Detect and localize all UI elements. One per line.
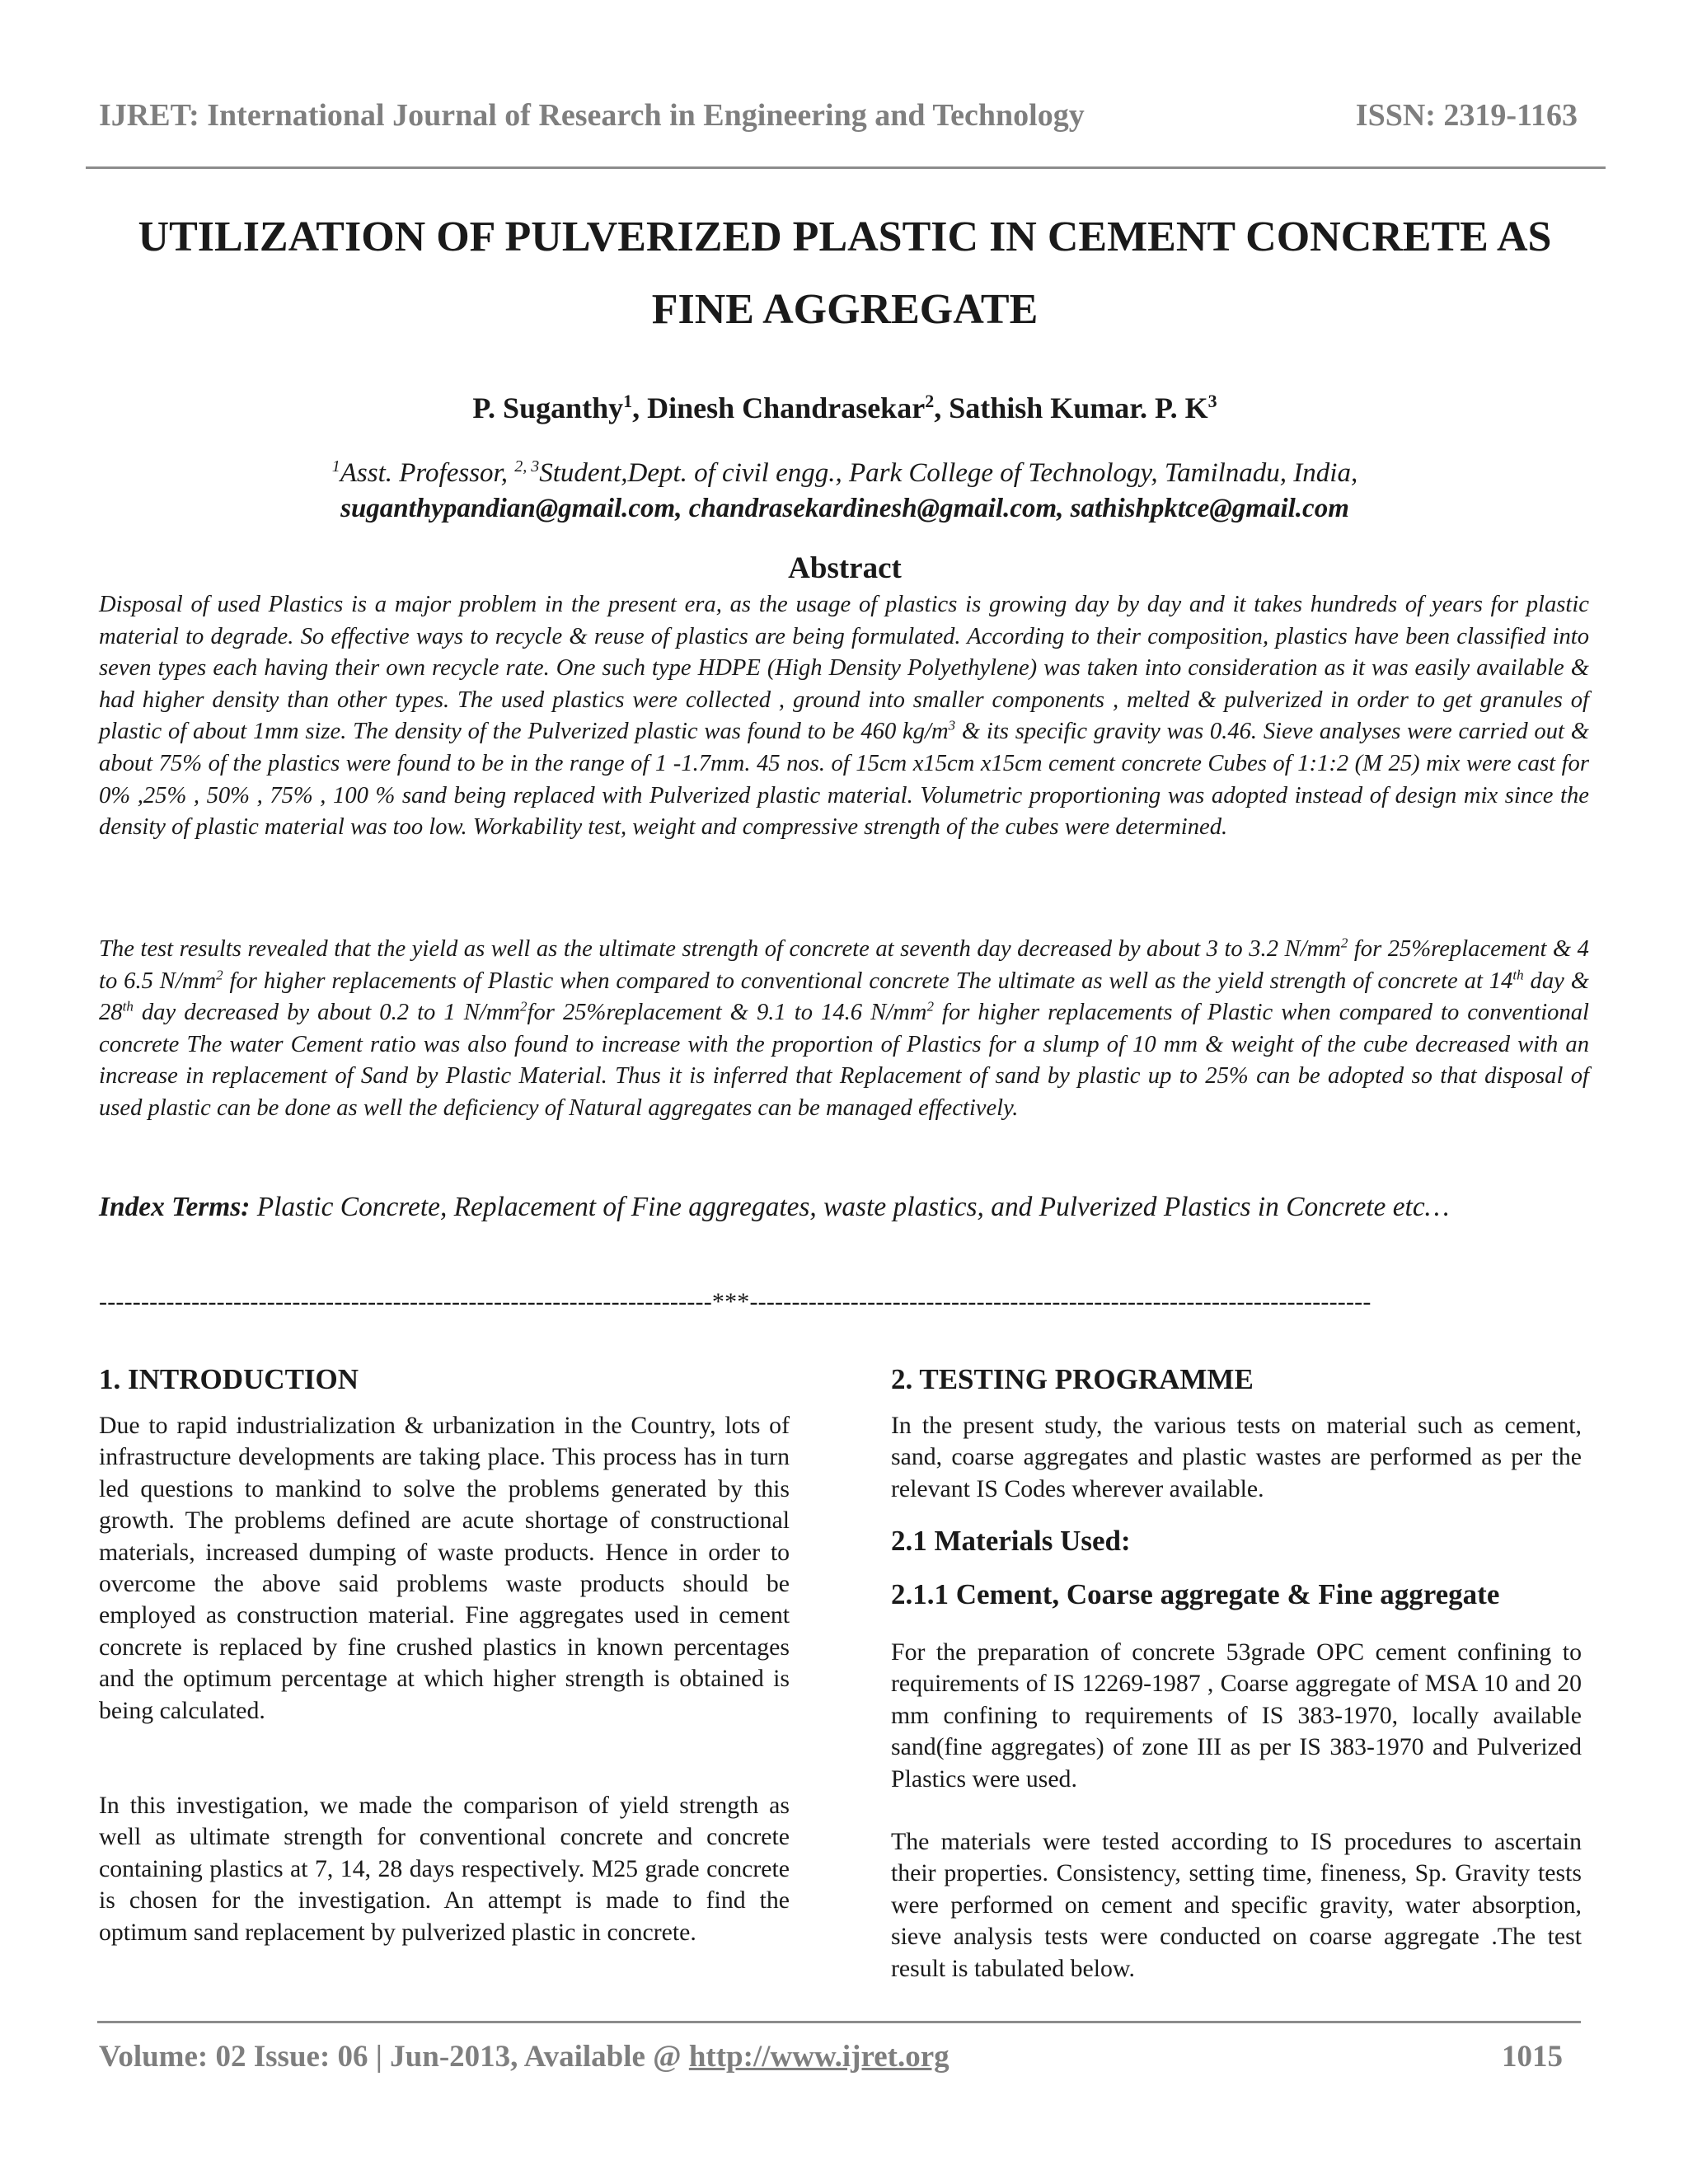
testing-paragraph-3: The materials were tested according to IS procedures to ascertain their properties. Consistency, setting time, fineness, Sp. Gravity tests were performed on cement and specific gravity, water absorption, sieve analysis tests were conducted on coarse aggregate .The test result is tabulated below. bbox=[891, 1828, 1582, 1982]
testing-paragraph-1: In the present study, the various tests on material such as cement, sand, coarse aggregates and plastic wastes are performed as per the relevant IS Codes wherever available. bbox=[891, 1412, 1582, 1502]
index-terms bbox=[99, 1183, 1589, 1231]
journal-url-link[interactable]: http://www.ijret.org bbox=[688, 2040, 950, 2074]
author-1-sup: 1 bbox=[623, 391, 633, 411]
abstract-heading: Abstract bbox=[788, 551, 902, 585]
affiliation bbox=[99, 449, 1591, 527]
author-emails: suganthypandian@gmail.com, chandrasekardinesh@gmail.com, sathishpktce@gmail.com bbox=[340, 494, 1349, 523]
testing-heading: 2. TESTING PROGRAMME bbox=[891, 1363, 1254, 1395]
footer-rule bbox=[97, 2021, 1581, 2023]
paper-title bbox=[99, 201, 1591, 346]
materials-heading: 2.1 Materials Used: bbox=[891, 1525, 1131, 1557]
affil-sup-2: 2, 3 bbox=[514, 457, 540, 476]
journal-name: IJRET: International Journal of Research in Engineering and Technology bbox=[99, 98, 1085, 133]
intro-heading: 1. INTRODUCTION bbox=[99, 1363, 359, 1395]
intro-paragraph-1: Due to rapid industrialization & urbanization in the Country, lots of infrastructure developments are taking place. This process has in turn led questions to mankind to solve the problems generated by this growth. The problems defined are acute shortage of constructional materials, increased dumping of waste products. Hence in order to overcome the above said problems waste products should be employed as construction material. Fine aggregates used in cement concrete is replaced by fine crushed plastics in known percentages and the optimum percentage at which higher strength is obtained is being calculated. bbox=[99, 1412, 790, 1724]
author-2-sup: 2 bbox=[925, 391, 935, 411]
index-terms-text: Plastic Concrete, Replacement of Fine aggregates, waste plastics, and Pulverized Plastics in Concrete etc… bbox=[250, 1192, 1450, 1222]
cement-aggregate-heading: 2.1.1 Cement, Coarse aggregate & Fine aggregate bbox=[891, 1578, 1500, 1610]
footer-volume: Volume: 02 Issue: 06 | Jun-2013, Available @ http://www.ijret.org bbox=[99, 2040, 950, 2074]
affil-sup-1: 1 bbox=[331, 457, 340, 476]
testing-paragraph-2: For the preparation of concrete 53grade OPC cement confining to requirements of IS 12269-1987 , Coarse aggregate of MSA 10 and 20 mm confining to requirements of IS 383-1970, locally available sand(fine aggregates) of zone III as per IS 383-1970 and Pulverized Plastics were used. bbox=[891, 1638, 1582, 1793]
author-3-sup: 3 bbox=[1207, 391, 1217, 411]
author-1: P. Suganthy bbox=[472, 391, 624, 424]
header-rule bbox=[86, 166, 1606, 169]
affil-text-1: Asst. Professor, bbox=[340, 458, 515, 488]
intro-paragraph-2: In this investigation, we made the comparison of yield strength as well as ultimate strength for conventional concrete and concrete containing plastics at 7, 14, 28 days respectively. M25 grade concrete is chosen for the investigation. An attempt is made to find the optimum sand replacement by pulverized plastic in concrete. bbox=[99, 1792, 790, 1946]
author-3: Sathish Kumar. P. K bbox=[949, 391, 1208, 424]
index-terms-label: Index Terms: bbox=[99, 1192, 251, 1222]
author-2: Dinesh Chandrasekar bbox=[647, 391, 926, 424]
section-separator: -------------------------------------------------------------------------***-------------------------------------------------------------------------- bbox=[99, 1288, 1372, 1315]
title-line-1: UTILIZATION OF PULVERIZED PLASTIC IN CEMENT CONCRETE AS bbox=[138, 213, 1552, 260]
issn: ISSN: 2319-1163 bbox=[1355, 98, 1578, 133]
author-list: P. Suganthy$^1$, Dinesh Chandrasekar$^2$, Sathish Kumar. P. $K^3$ bbox=[472, 391, 1217, 424]
abstract-paragraph-2: The test results revealed that the yield as well as the ultimate strength of concrete at seventh day decreased by about 3 to 3.2 $N/mm^2$ for 25%replacement & 4 to 6.5 $N/mm^2$ for higher replacements of Plastic when compared to conventional concrete The ultimate as well as the yield strength of concrete at 14th day & 28th day decreased by about 0.2 to 1 $N/mm^2for$ 25%replacement & 9.1 to 14.6 $N/mm^2$ for higher replacements of Plastic when compared to conventional concrete The water Cement ratio was also found to increase with the proportion of Plastics for a slump of 10 mm & weight of the cube decreased with an increase in replacement of Sand by Plastic Material. Thus it is inferred that Replacement of sand by plastic up to 25% can be adopted so that disposal of used plastic can be done as well the deficiency of Natural aggregates can be managed effectively. bbox=[99, 935, 1589, 1121]
page-number: 1015 bbox=[1502, 2040, 1563, 2074]
title-line-2: FINE AGGREGATE bbox=[651, 286, 1039, 333]
affil-text-2: Student,Dept. of civil engg., Park College of Technology, Tamilnadu, India, bbox=[539, 458, 1358, 488]
abstract-paragraph-1: Disposal of used Plastics is a major problem in the present era, as the usage of plastics is growing day by day and it takes hundreds of years for plastic material to degrade. So effective ways to recycle & reuse of plastics are being formulated. According to their composition, plastics have been classified into seven types each having their own recycle rate. One such type HDPE (High Density Polyethylene) was taken into consideration as it was easily available & had higher density than other types. The used plastics were collected , ground into smaller components , melted & pulverized in order to get granules of plastic of about 1mm size. The density of the Pulverized plastic was found to be 460 $kg/m^3$ & its specific gravity was 0.46. Sieve analyses were carried out & about 75% of the plastics were found to be in the range of 1 -1.7mm. 45 nos. of 15cm x15cm x15cm cement concrete Cubes of 1:1:2 (M 25) mix were cast for 0% ,25% , 50% , 75% , 100 % sand being replaced with Pulverized plastic material. Volumetric proportioning was adopted instead of design mix since the density of plastic material was too low. Workability test, weight and compressive strength of the cubes were determined. bbox=[99, 592, 1589, 841]
